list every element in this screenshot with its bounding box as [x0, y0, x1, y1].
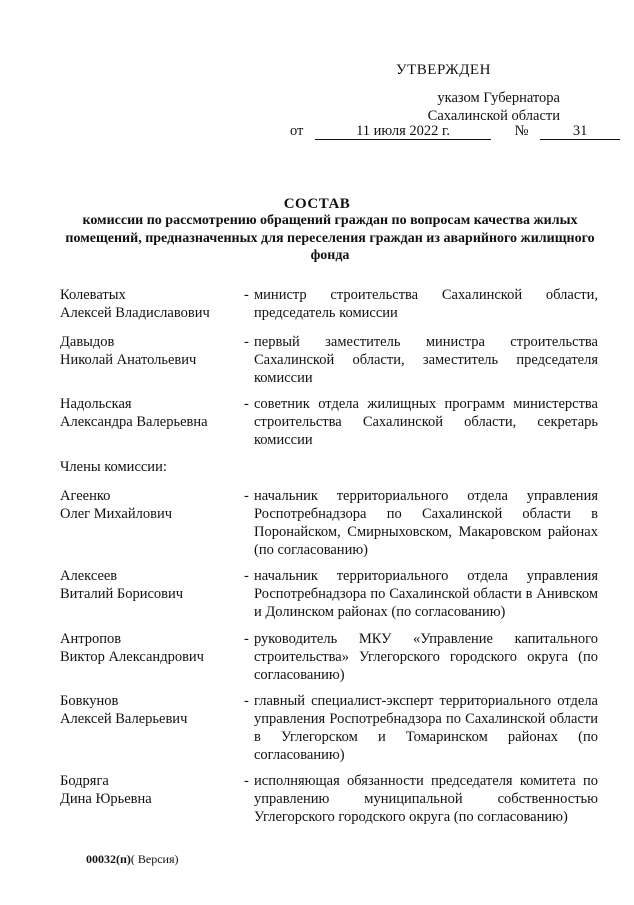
- dash: -: [244, 693, 249, 709]
- approved-stamp: УТВЕРЖДЕН: [396, 62, 491, 78]
- dash: -: [244, 396, 249, 412]
- given-names: Олег Михайлович: [60, 506, 173, 522]
- dash: -: [244, 631, 249, 647]
- surname: Давыдов: [60, 334, 115, 350]
- role-description: первый заместитель министра строительства Сахалинской области, заместитель председателя комиссии: [254, 334, 598, 386]
- role-description: начальник территориального отдела управления Роспотребнадзора по Сахалинской области в Поронайском, Смирныховском, Макаровском районах (по согласованию): [254, 488, 598, 558]
- role-description: руководитель МКУ «Управление капитального строительства» Углегорского городского округа (по согласованию): [254, 631, 598, 683]
- person-name: [60, 630, 238, 666]
- person-name: [60, 772, 238, 808]
- decree-reference: [300, 89, 560, 125]
- person-name: [60, 395, 238, 431]
- document-subtitle: комиссии по рассмотрению обращений граждан по вопросам качества жилых помещений, предназначенных для переселения граждан из аварийного жилищного фонда: [65, 213, 595, 263]
- person-name: [60, 567, 238, 603]
- role-description: начальник территориального отдела управления Роспотребнадзора по Сахалинской области в Анивском и Долинском районах (по согласованию): [254, 568, 598, 620]
- role-description: министр строительства Сахалинской области, председатель комиссии: [254, 287, 598, 321]
- from-label: от: [290, 123, 304, 139]
- person-name: [60, 487, 238, 523]
- role-description: советник отдела жилищных программ министерства строительства Сахалинской области, секретарь комиссии: [254, 396, 598, 448]
- given-names: Виктор Александрович: [60, 649, 204, 665]
- members-heading: Члены комиссии:: [60, 459, 167, 475]
- decree-date-line: [290, 123, 620, 140]
- document-title: СОСТАВ: [283, 196, 351, 212]
- person-name: [60, 333, 238, 369]
- surname: Надольская: [60, 396, 132, 412]
- surname: Бодряга: [60, 773, 109, 789]
- dash: -: [244, 568, 249, 584]
- role-description: исполняющая обязанности председателя комитета по управлению муниципальной собственностью Углегорского городского округа (по согласованию): [254, 773, 598, 825]
- surname: Алексеев: [60, 568, 118, 584]
- document-code: 00032(п): [86, 852, 131, 866]
- document-version: ( Версия): [130, 852, 179, 866]
- decree-number: 31: [540, 123, 620, 140]
- surname: Колеватых: [60, 287, 126, 303]
- surname: Антропов: [60, 631, 122, 647]
- given-names: Александра Валерьевна: [60, 414, 208, 430]
- decree-line-1: указом Губернатора: [437, 90, 560, 106]
- dash: -: [244, 488, 249, 504]
- surname: Бовкунов: [60, 693, 119, 709]
- given-names: Алексей Валерьевич: [60, 711, 188, 727]
- given-names: Дина Юрьевна: [60, 791, 152, 807]
- decree-line-2: Сахалинской области: [427, 108, 560, 124]
- person-name: [60, 286, 238, 322]
- decree-date: 11 июля 2022 г.: [315, 123, 491, 140]
- dash: -: [244, 334, 249, 350]
- dash: -: [244, 773, 249, 789]
- dash: -: [244, 287, 249, 303]
- given-names: Виталий Борисович: [60, 586, 184, 602]
- given-names: Николай Анатольевич: [60, 352, 197, 368]
- role-description: главный специалист-эксперт территориального отдела управления Роспотребнадзора по Сахалинской области в Углегорском и Томаринском районах (по согласованию): [254, 693, 598, 763]
- number-label: №: [514, 123, 529, 139]
- person-name: [60, 692, 238, 728]
- given-names: Алексей Владиславович: [60, 305, 210, 321]
- document-footer: [86, 852, 179, 867]
- surname: Агеенко: [60, 488, 111, 504]
